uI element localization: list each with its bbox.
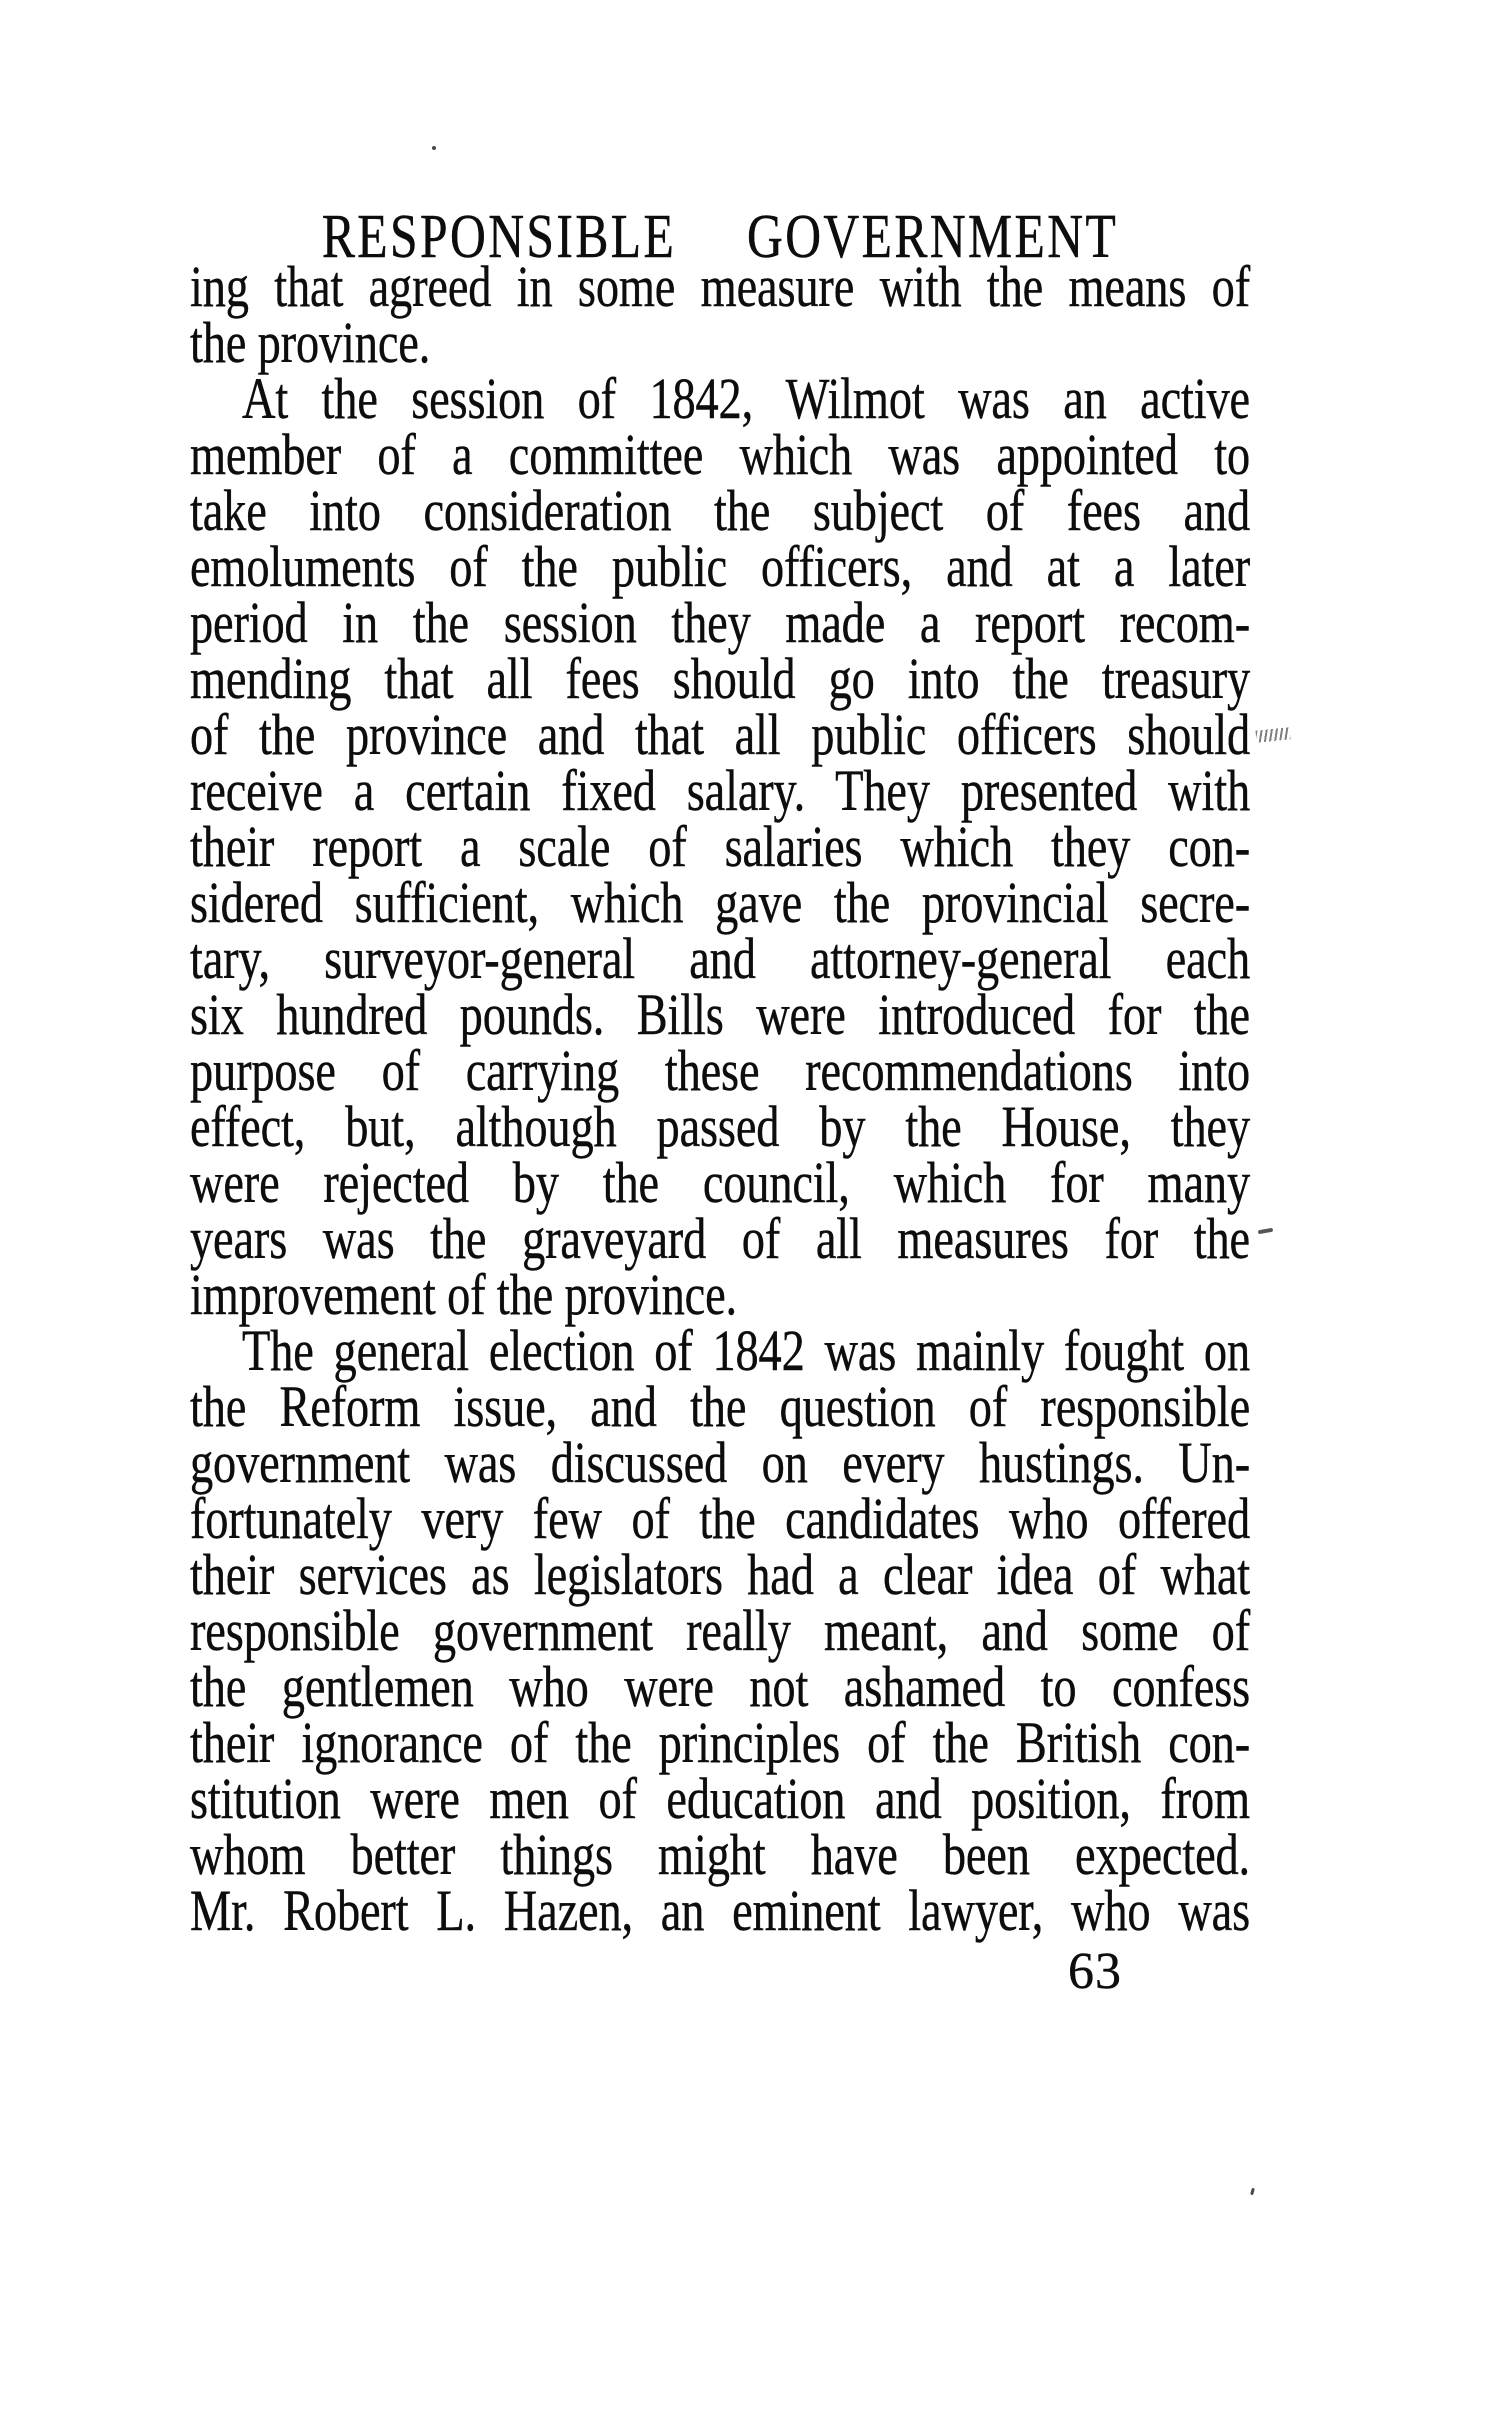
text-line: take into consideration the subject of fees and (190, 478, 1250, 543)
scan-speck-icon (1250, 2188, 1255, 2196)
text-line: were rejected by the council, which for many (190, 1150, 1250, 1215)
text-line: fortunately very few of the candidates who offered (190, 1486, 1250, 1551)
text-line: The general election of 1842 was mainly fought on (242, 1318, 1250, 1383)
text-line: tary, surveyor-general and attorney-general each (190, 926, 1250, 991)
text-line: emoluments of the public officers, and at a later (190, 534, 1250, 599)
text-line: ing that agreed in some measure with the means of (190, 254, 1250, 319)
text-line: stitution were men of education and position, from (190, 1766, 1250, 1831)
stray-dash-icon (1258, 1228, 1273, 1235)
scan-speck-icon (432, 146, 436, 150)
text-line: their ignorance of the principles of the British con- (190, 1710, 1250, 1775)
text-line: effect, but, although passed by the House, they (190, 1094, 1250, 1159)
ink-smudge-icon (1255, 727, 1290, 742)
text-line: improvement of the province. (190, 1262, 737, 1327)
text-line: At the session of 1842, Wilmot was an active (242, 366, 1250, 431)
text-line: their report a scale of salaries which they con- (190, 814, 1250, 879)
text-line: Mr. Robert L. Hazen, an eminent lawyer, who was (190, 1878, 1250, 1943)
text-line: the Reform issue, and the question of responsible (190, 1374, 1250, 1439)
text-line: the province. (190, 310, 431, 375)
text-line: responsible government really meant, and some of (190, 1598, 1250, 1663)
text-line: purpose of carrying these recommendations into (190, 1038, 1250, 1103)
text-line: the gentlemen who were not ashamed to confess (190, 1654, 1250, 1719)
text-line: whom better things might have been expected. (190, 1822, 1250, 1887)
text-line: member of a committee which was appointed to (190, 422, 1250, 487)
body-text (190, 254, 1250, 1943)
text-line: sidered sufficient, which gave the provincial secre- (190, 870, 1250, 935)
page-title: RESPONSIBLE GOVERNMENT (321, 202, 1119, 271)
text-line: period in the session they made a report recom- (190, 590, 1250, 655)
text-line: six hundred pounds. Bills were introduced for the (190, 982, 1250, 1047)
text-line: of the province and that all public officers should (190, 702, 1250, 767)
text-line: receive a certain fixed salary. They presented with (190, 758, 1250, 823)
text-line: years was the graveyard of all measures for the (190, 1206, 1250, 1271)
text-line: government was discussed on every hustings. Un- (190, 1430, 1250, 1495)
text-line: mending that all fees should go into the treasury (190, 646, 1250, 711)
text-line: their services as legislators had a clear idea of what (190, 1542, 1250, 1607)
page-number: 63 (1068, 1943, 1122, 2000)
